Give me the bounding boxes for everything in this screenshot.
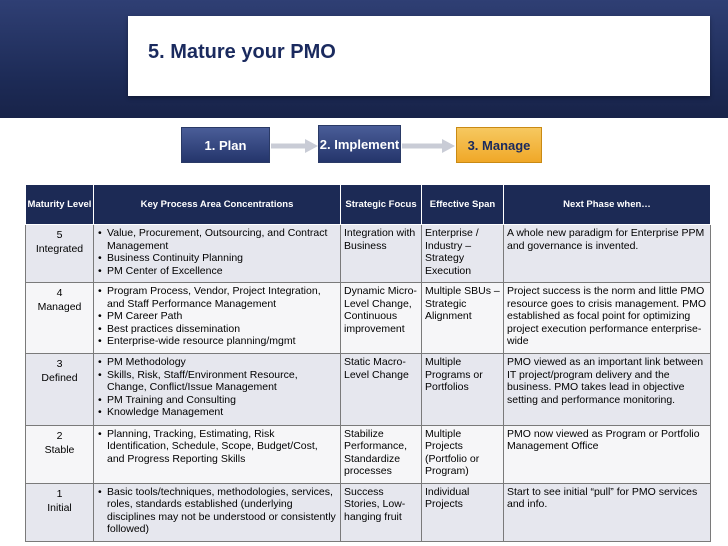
list-item: • PM Career Path <box>97 310 337 323</box>
kpa-list <box>97 227 337 277</box>
kpa-cell <box>94 483 341 541</box>
focus-cell: Static Macro-Level Change <box>341 354 422 425</box>
focus-cell: Dynamic Micro-Level Change, Continuous improvement <box>341 283 422 354</box>
phase-plan: 1. Plan <box>181 127 270 163</box>
col-header-next: Next Phase when… <box>504 185 711 225</box>
arrow-right-icon <box>402 138 456 154</box>
level-cell <box>26 354 94 425</box>
kpa-list <box>97 285 337 348</box>
list-item: • Best practices dissemination <box>97 323 337 336</box>
arrow-right-icon <box>271 138 319 154</box>
kpa-cell <box>94 354 341 425</box>
kpa-list <box>97 486 337 536</box>
list-item: • Planning, Tracking, Estimating, Risk Identification, Schedule, Scope, Budget/Cost, and Progress Reporting Skills <box>97 428 337 466</box>
level-number: 2 <box>56 429 63 442</box>
phase-implement: 2. Implement <box>318 125 401 163</box>
table-row <box>26 425 711 483</box>
maturity-table <box>25 184 711 542</box>
next-phase-cell: PMO viewed as an important link between IT project/program delivery and the business. PMO takes lead in objective setting and performance monitoring. <box>504 354 711 425</box>
level-name: Integrated <box>35 243 84 255</box>
level-name: Managed <box>37 301 82 314</box>
list-item: • PM Center of Excellence <box>97 265 337 278</box>
level-cell <box>26 283 94 354</box>
header-row <box>26 185 711 225</box>
level-name: Defined <box>41 372 78 385</box>
kpa-list <box>97 428 337 466</box>
span-cell: Multiple Programs or Portfolios <box>422 354 504 425</box>
next-phase-cell: PMO now viewed as Program or Portfolio Management Office <box>504 425 711 483</box>
focus-cell: Stabilize Performance, Standardize processes <box>341 425 422 483</box>
list-item: • Business Continuity Planning <box>97 252 337 265</box>
level-cell <box>26 225 94 283</box>
phase-manage: 3. Manage <box>456 127 542 163</box>
table-row <box>26 283 711 354</box>
table-row <box>26 483 711 541</box>
focus-cell: Integration with Business <box>341 225 422 283</box>
list-item: • Value, Procurement, Outsourcing, and Contract Management <box>97 227 337 252</box>
col-header-span: Effective Span <box>422 185 504 225</box>
span-cell: Enterprise / Industry – Strategy Execution <box>422 225 504 283</box>
kpa-cell <box>94 225 341 283</box>
list-item: • PM Training and Consulting <box>97 394 337 407</box>
col-header-focus: Strategic Focus <box>341 185 422 225</box>
list-item: • Program Process, Vendor, Project Integration, and Staff Performance Management <box>97 285 337 310</box>
kpa-cell <box>94 425 341 483</box>
slide-title: 5. Mature your PMO <box>148 41 336 63</box>
level-name: Initial <box>47 501 72 514</box>
level-cell <box>26 483 94 541</box>
level-number: 4 <box>56 287 63 300</box>
next-phase-cell: Project success is the norm and little PMO resource goes to crisis management. PMO established as focal point for optimizing project execution performance enterprise-wide <box>504 283 711 354</box>
list-item: • Basic tools/techniques, methodologies, services, roles, standards established (underlying disciplines may not be understood or consistently followed) <box>97 486 337 536</box>
level-cell <box>26 425 94 483</box>
level-number: 3 <box>56 358 63 371</box>
next-phase-cell: Start to see initial “pull” for PMO services and info. <box>504 483 711 541</box>
kpa-cell <box>94 283 341 354</box>
level-number: 1 <box>56 487 63 500</box>
span-cell: Multiple SBUs – Strategic Alignment <box>422 283 504 354</box>
list-item: • Knowledge Management <box>97 406 337 419</box>
list-item: • Enterprise-wide resource planning/mgmt <box>97 335 337 348</box>
level-number: 5 <box>56 229 63 241</box>
list-item: • PM Methodology <box>97 356 337 369</box>
next-phase-cell: A whole new paradigm for Enterprise PPM and governance is invented. <box>504 225 711 283</box>
list-item: • Skills, Risk, Staff/Environment Resource, Change, Conflict/Issue Management <box>97 369 337 394</box>
table-row <box>26 225 711 283</box>
col-header-maturity: Maturity Level <box>26 185 94 225</box>
col-header-kpa: Key Process Area Concentrations <box>94 185 341 225</box>
table-row <box>26 354 711 425</box>
span-cell: Multiple Projects (Portfolio or Program) <box>422 425 504 483</box>
kpa-list <box>97 356 337 419</box>
title-box <box>128 16 710 96</box>
span-cell: Individual Projects <box>422 483 504 541</box>
focus-cell: Success Stories, Low-hanging fruit <box>341 483 422 541</box>
level-name: Stable <box>44 443 75 456</box>
